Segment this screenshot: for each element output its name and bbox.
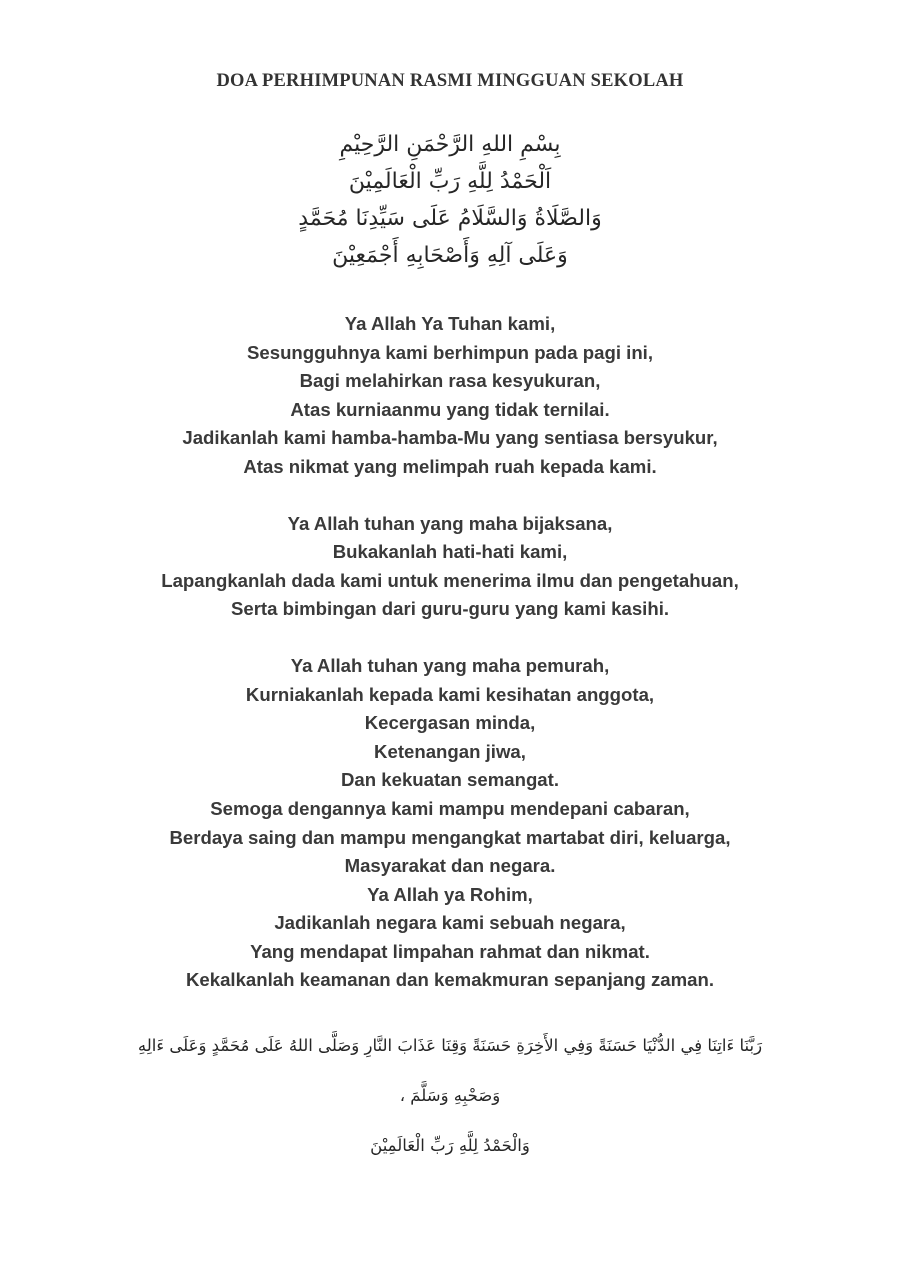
prayer-line: Ya Allah ya Rohim, bbox=[367, 883, 533, 905]
prayer-line: Kekalkanlah keamanan dan kemakmuran sepanjang zaman. bbox=[185, 969, 715, 991]
prayer-line: Berdaya saing dan mampu mengangkat martabat diri, keluarga, bbox=[169, 826, 731, 848]
prayer-line: Atas nikmat yang melimpah ruah kepada kami. bbox=[243, 455, 657, 477]
arabic-closing-line: وَصَحْبِهِ وَسَلَّمَ ، bbox=[399, 1086, 501, 1106]
prayer-line: Serta bimbingan dari guru-guru yang kami kasihi. bbox=[230, 598, 670, 620]
prayer-body bbox=[60, 310, 840, 995]
prayer-line: Ya Allah Ya Tuhan kami, bbox=[344, 313, 556, 334]
arabic-opening-line: وَالصَّلَاةُ وَالسَّلَامُ عَلَى سَيِّدِنَا مُحَمَّدٍ bbox=[298, 206, 602, 231]
arabic-closing-block bbox=[60, 1021, 840, 1171]
prayer-line: Bukakanlah hati-hati kami, bbox=[332, 541, 568, 563]
arabic-opening-line: اَلْحَمْدُ لِلَّهِ رَبِّ الْعَالَمِيْنَ bbox=[348, 169, 552, 194]
arabic-opening-block bbox=[60, 126, 840, 274]
page-title: DOA PERHIMPUNAN RASMI MINGGUAN SEKOLAH bbox=[216, 71, 684, 91]
prayer-line: Dan kekuatan semangat. bbox=[340, 769, 560, 791]
prayer-line: Sesungguhnya kami berhimpun pada pagi ini, bbox=[246, 341, 654, 363]
arabic-closing-line: رَبَّنَا ءَاتِنَا فِي الدُّنْيَا حَسَنَةً وَفِي الأَخِرَةِ حَسَنَةً وَقِنَا عَذَابَ النَّارِ وَصَلَّى اللهُ عَلَى مُحَمَّدٍ وَعَلَى ءَالِهِ bbox=[137, 1036, 763, 1056]
prayer-line: Semoga dengannya kami mampu mendepani cabaran, bbox=[210, 797, 690, 819]
prayer-line: Kurniakanlah kepada kami kesihatan anggota, bbox=[245, 683, 655, 705]
prayer-line: Ya Allah tuhan yang maha bijaksana, bbox=[287, 512, 613, 534]
arabic-opening-line: وَعَلَى آلِهِ وَأَصْحَابِهِ أَجْمَعِيْنَ bbox=[332, 243, 568, 268]
prayer-line: Ketenangan jiwa, bbox=[374, 740, 526, 762]
prayer-line: Masyarakat dan negara. bbox=[344, 855, 556, 877]
arabic-closing-line: وَالْحَمْدُ لِلَّهِ رَبِّ الْعَالَمِيْنَ bbox=[370, 1136, 530, 1156]
prayer-stanza bbox=[60, 510, 840, 624]
prayer-line: Jadikanlah negara kami sebuah negara, bbox=[274, 912, 626, 934]
prayer-line: Ya Allah tuhan yang maha pemurah, bbox=[290, 654, 610, 676]
arabic-opening-line: بِسْمِ اللهِ الرَّحْمَنِ الرَّحِيْمِ bbox=[339, 132, 561, 157]
prayer-line: Kecergasan minda, bbox=[364, 712, 536, 734]
prayer-line: Atas kurniaanmu yang tidak ternilai. bbox=[290, 398, 610, 420]
prayer-line: Bagi melahirkan rasa kesyukuran, bbox=[299, 370, 601, 392]
prayer-stanza bbox=[60, 310, 840, 482]
prayer-line: Yang mendapat limpahan rahmat dan nikmat. bbox=[250, 940, 650, 962]
prayer-line: Lapangkanlah dada kami untuk menerima ilmu dan pengetahuan, bbox=[161, 569, 739, 591]
prayer-line: Jadikanlah kami hamba-hamba-Mu yang sentiasa bersyukur, bbox=[182, 427, 718, 449]
prayer-stanza bbox=[60, 652, 840, 995]
